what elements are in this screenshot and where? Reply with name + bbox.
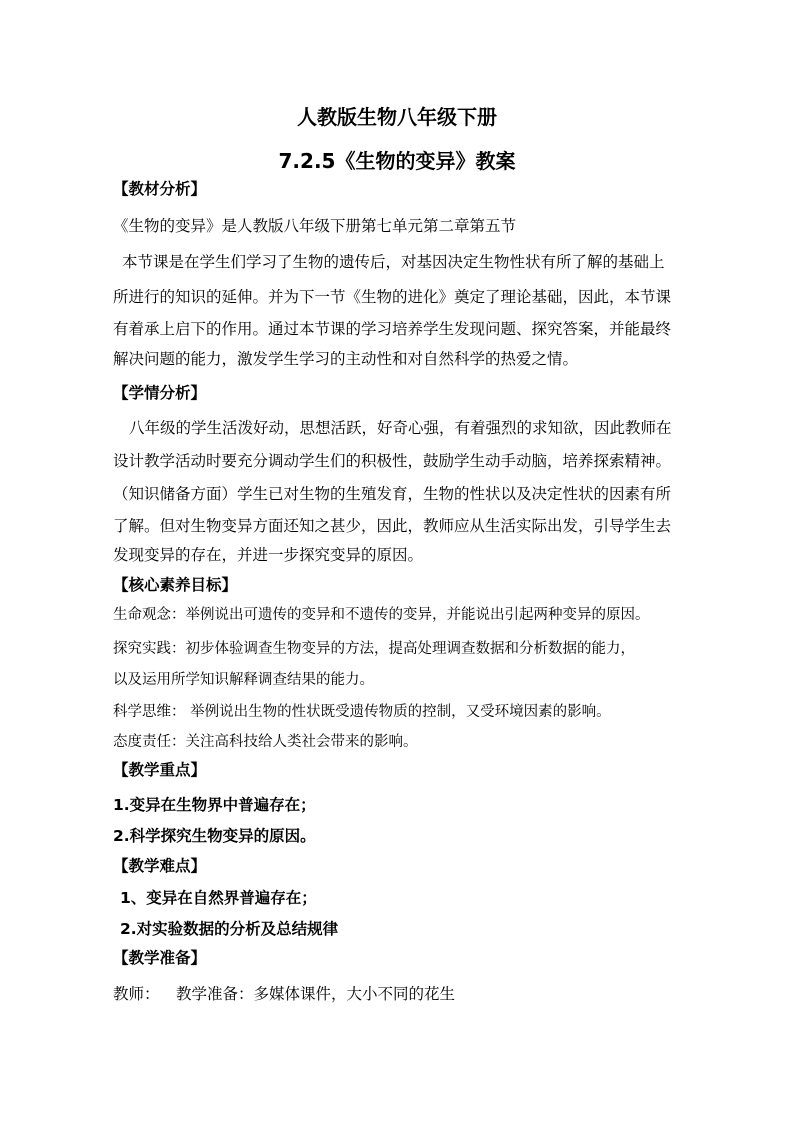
section-heading-difficult-points: 【教学难点】: [113, 857, 207, 875]
paragraph-line: 解决问题的能力，激发学生学习的主动性和对自然科学的热爱之情。: [113, 350, 579, 368]
paragraph-line: 《生物的变异》是人教版八年级下册第七单元第二章第五节: [113, 217, 517, 235]
paragraph-line: 以及运用所学知识解释调查结果的能力。: [113, 672, 374, 688]
paragraph-line: 八年级的学生活泼好动，思想活跃，好奇心强，有着强烈的求知欲，因此教师在: [129, 419, 672, 437]
section-heading-key-points: 【教学重点】: [113, 761, 207, 779]
preparation-label: 教师：: [113, 985, 160, 1003]
paragraph-line: 了解。但对生物变异方面还知之甚少，因此，教师应从生活实际出发，引导学生去: [113, 517, 672, 535]
section-heading-material-analysis: 【教材分析】: [113, 180, 207, 198]
preparation-text: 教学准备：多媒体课件，大小不同的花生: [176, 985, 456, 1003]
document-subtitle: 7.2.5《生物的变异》教案: [278, 149, 516, 173]
document-title: 人教版生物八年级下册: [297, 105, 497, 129]
paragraph-line: （知识储备方面）学生已对生物的生殖发育，生物的性状以及决定性状的因素有所: [113, 485, 672, 503]
paragraph-line: 发现变异的存在，并进一步探究变异的原因。: [113, 546, 424, 564]
list-item: 2.科学探究生物变异的原因。: [113, 827, 316, 845]
paragraph-line: 科学思维： 举例说出生物的性状既受遗传物质的控制，又受环境因素的影响。: [113, 704, 611, 720]
paragraph-line: 本节课是在学生们学习了生物的遗传后，对基因决定生物性状有所了解的基础上: [122, 253, 665, 271]
paragraph-line: 态度责任：关注高科技给人类社会带来的影响。: [113, 734, 418, 750]
section-heading-core-goals: 【核心素养目标】: [113, 576, 238, 594]
section-heading-student-analysis: 【学情分析】: [113, 384, 207, 402]
section-heading-preparation: 【教学准备】: [113, 949, 207, 967]
paragraph-line: 所进行的知识的延伸。并为下一节《生物的进化》奠定了理论基础，因此，本节课: [113, 288, 672, 306]
paragraph-line: 设计教学活动时要充分调动学生们的积极性，鼓励学生动手动脑，培养探索精神。: [113, 452, 672, 470]
paragraph-line: 探究实践：初步体验调查生物变异的方法，提高处理调查数据和分析数据的能力，: [113, 641, 635, 657]
paragraph-line: 生命观念：举例说出可遗传的变异和不遗传的变异，并能说出引起两种变异的原因。: [113, 607, 650, 623]
list-item: 1、变异在自然界普遍存在；: [120, 889, 317, 907]
paragraph-line: 有着承上启下的作用。通过本节课的学习培养学生发现问题、探究答案，并能最终: [113, 320, 672, 338]
list-item: 1.变异在生物界中普遍存在；: [113, 796, 316, 814]
list-item: 2.对实验数据的分析及总结规律: [120, 920, 339, 938]
